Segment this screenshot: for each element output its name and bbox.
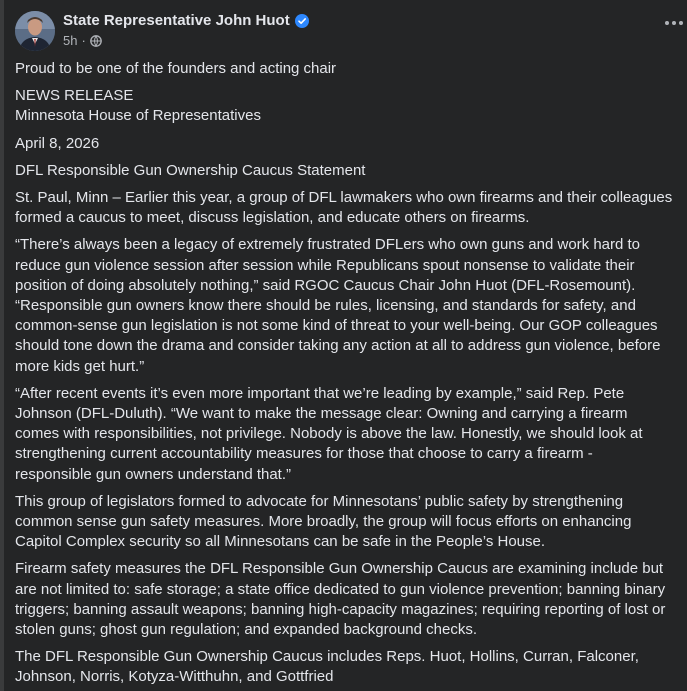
text-line: comes with responsibilities, not privilege. Nobody is above the law. Honestly, we should look at (15, 425, 643, 443)
paragraph-5 (15, 559, 687, 640)
release-label: NEWS RELEASE (15, 87, 134, 105)
paragraph-2 (15, 235, 687, 376)
text-line: formed a caucus to meet, discuss legislation, and educate others on firearms. (15, 209, 530, 227)
profile-photo-icon (15, 11, 55, 51)
release-header (15, 86, 687, 126)
text-line: more kids get hurt.” (15, 357, 145, 375)
author-name[interactable]: State Representative John Huot (63, 12, 290, 29)
text-line: “After recent events it’s even more important that we’re leading by example,” said Rep. Pete (15, 384, 625, 402)
paragraph-4 (15, 492, 687, 553)
text-line: stolen guns; ghost gun regulation; and expanded background checks. (15, 621, 477, 639)
paragraph-1 (15, 188, 687, 228)
text-line: The DFL Responsible Gun Ownership Caucus includes Reps. Huot, Hollins, Curran, Falconer, (15, 648, 639, 666)
ellipsis-icon (664, 20, 684, 26)
text-line: Capitol Complex security so all Minnesotans can be safe in the People’s House. (15, 533, 546, 551)
text-line: strengthening current accountability measures for those that choose to carry a firearm - (15, 445, 593, 463)
post-header (15, 9, 675, 53)
post-timestamp[interactable]: 5h (63, 33, 78, 48)
text-line: are not limited to: safe storage; a state office dedicated to gun violence prevention; banning binary (15, 580, 666, 598)
author-row (63, 12, 309, 29)
text-line: St. Paul, Minn – Earlier this year, a group of DFL lawmakers who own firearms and their colleagues (15, 189, 673, 207)
text-line: reduce gun violence session after session while Republicans spout nonsense to validate their (15, 256, 635, 274)
text-line: common-sense gun legislation is not some kind of threat to your well-being. Our GOP colleagues (15, 317, 658, 335)
window-edge (0, 0, 4, 691)
text-line: Johnson, Norris, Kotyza-Witthuhn, and Gottfried (15, 668, 334, 686)
text-line: “There’s always been a legacy of extremely frustrated DFLers who own guns and work hard to (15, 236, 641, 254)
meta-separator: · (81, 33, 86, 48)
post-intro: Proud to be one of the founders and acting chair (15, 60, 337, 77)
text-line: position of doing absolutely nothing,” said RGOC Caucus Chair John Huot (DFL-Rosemount). (15, 276, 636, 294)
text-line: Johnson (DFL-Duluth). “We want to make the message clear: Owning and carrying a firearm (15, 405, 628, 423)
release-date: April 8, 2026 (15, 134, 100, 152)
text-line: should tone down the drama and consider taking any action at all to address gun violence, before (15, 337, 661, 355)
text-line: common sense gun safety measures. More broadly, the group will focus efforts on enhancing (15, 513, 632, 531)
text-line: This group of legislators formed to advocate for Minnesotans’ public safety by strengthening (15, 492, 624, 510)
globe-icon[interactable] (90, 35, 102, 47)
text-line: “Responsible gun owners know there should be rules, licensing, and standards for safety, and (15, 297, 636, 315)
text-line: Firearm safety measures the DFL Responsible Gun Ownership Caucus are examining include but (15, 560, 664, 578)
release-org: Minnesota House of Representatives (15, 107, 261, 125)
avatar[interactable] (15, 11, 55, 51)
paragraph-6 (15, 647, 687, 687)
post-meta (63, 33, 102, 48)
statement-title: DFL Responsible Gun Ownership Caucus Statement (15, 161, 366, 179)
text-line: responsible gun owners understand that.” (15, 465, 292, 483)
verified-badge-icon (295, 14, 309, 28)
text-line: triggers; banning assault weapons; banning high-capacity magazines; requiring reporting of lost or (15, 600, 666, 618)
paragraph-3 (15, 384, 687, 485)
more-options-icon[interactable] (664, 15, 684, 31)
post-body (15, 59, 687, 688)
